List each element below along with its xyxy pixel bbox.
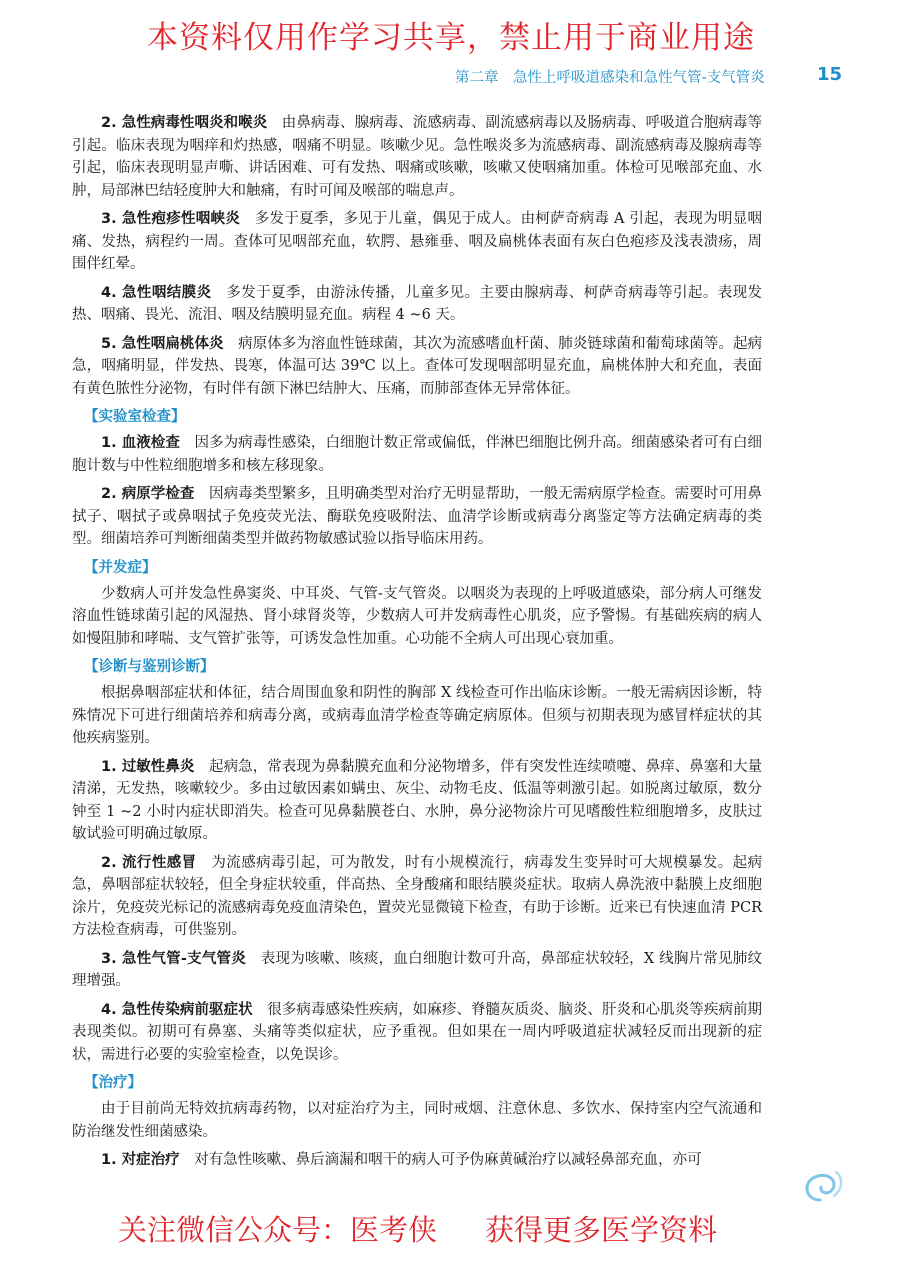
watermark-bottom [118,1208,717,1249]
paragraph [72,112,762,202]
paragraph-term: 2. 流行性感冒 [101,854,197,871]
page-body [72,112,762,1178]
paragraph [72,999,762,1067]
paragraph [72,282,762,327]
paragraph [72,1149,762,1172]
paragraph-term: 2. 急性病毒性咽炎和喉炎 [101,115,268,131]
watermark-top: 本资料仅用作学习共享，禁止用于商业用途 [147,20,755,56]
paragraph-text: 多发于夏季，多见于儿童，偶见于成人。由柯萨奇病毒 A 引起，表现为明显咽痛、发热，病程约一周。查体可见咽部充血，软腭、悬雍垂、咽及扁桃体表面有灰白色疱疹及浅表溃疡，周围伴红晕。 [72,211,762,272]
paragraph-term: 1. 血液检查 [101,435,180,451]
paragraph-term: 2. 病原学检查 [101,486,195,502]
paragraph [72,756,762,846]
paragraph-text: 为流感病毒引起，可为散发，时有小规模流行，病毒发生变异时可大规模暴发。起病急，鼻咽部症状较轻，但全身症状较重，伴高热、全身酸痛和眼结膜炎症状。取病人鼻洗液中黏膜上皮细胞涂片，免疫荧光标记的流感病毒免疫血清染色，置荧光显微镜下检查，有助于诊断。近来已有快速血清 PCR 方法检查病毒，可供鉴别。 [72,854,763,938]
running-head: 第二章 急性上呼吸道感染和急性气管-支气管炎 [455,70,765,86]
paragraph [72,432,762,477]
paragraph-term: 3. 急性疱疹性咽峡炎 [101,211,241,227]
paragraph-text: 很多病毒感染性疾病，如麻疹、脊髓灰质炎、脑炎、肝炎和心肌炎等疾病前期表现类似。初期可有鼻塞、头痛等类似症状，应予重视。但如果在一周内呼吸道症状减轻反而出现新的症状，需进行必要的实验室检查，以免误诊。 [72,1001,763,1063]
paragraph-text: 起病急，常表现为鼻黏膜充血和分泌物增多，伴有突发性连续喷嚏、鼻痒、鼻塞和大量清涕，无发热，咳嗽较少。多由过敏因素如螨虫、灰尘、动物毛皮、低温等刺激引起。如脱离过敏原，数分钟至 1 ~2 小时内症状即消失。检查可见鼻黏膜苍白、水肿，鼻分泌物涂片可见嗜酸性粒细胞增多，皮肤过敏试验可明确过敏原。 [72,758,762,842]
paragraph [72,208,762,276]
paragraph-text: 由鼻病毒、腺病毒、流感病毒、副流感病毒以及肠病毒、呼吸道合胞病毒等引起。临床表现为咽痒和灼热感，咽痛不明显。咳嗽少见。急性喉炎多为流感病毒、副流感病毒及腺病毒等引起，临床表现明显声嘶、讲话困难、可有发热、咽痛或咳嗽，咳嗽又使咽痛加重。体检可见喉部充血、水肿，局部淋巴结轻度肿大和触痛，有时可闻及喉部的喘息声。 [72,115,762,199]
paragraph [72,333,762,401]
paragraph-text: 表现为咳嗽、咳痰，血白细胞计数可升高，鼻部症状较轻，X 线胸片常见肺纹理增强。 [72,950,763,989]
watermark-bottom-right: 获得更多医学资料 [485,1213,718,1247]
paragraph [72,483,762,551]
page-number: 15 [816,64,842,85]
paragraph-text: 病原体多为溶血性链球菌，其次为流感嗜血杆菌、肺炎链球菌和葡萄球菌等。起病急，咽痛明显，伴发热、畏寒，体温可达 39℃ 以上。查体可发现咽部明显充血，扁桃体肿大和充血，表面有黄色脓性分泌物，有时伴有颌下淋巴结肿大、压痛，而肺部查体无异常体征。 [72,335,763,397]
paragraph-text: 对有急性咳嗽、鼻后滴漏和咽干的病人可予伪麻黄碱治疗以减轻鼻部充血，亦可 [194,1152,702,1168]
paragraph-term: 1. 对症治疗 [101,1152,180,1168]
paragraph-term: 5. 急性咽扁桃体炎 [101,335,224,352]
section-heading-lab: 【实验室检查】 [84,409,186,425]
paragraph-term: 1. 过敏性鼻炎 [101,758,195,775]
section-heading-treatment: 【治疗】 [84,1075,142,1091]
paragraph [72,948,762,993]
paragraph-term: 4. 急性咽结膜炎 [101,284,212,301]
paragraph: 少数病人可并发急性鼻窦炎、中耳炎、气管-支气管炎。以咽炎为表现的上呼吸道感染，部分病人可继发溶血性链球菌引起的风湿热、肾小球肾炎等，少数病人可并发病毒性心肌炎，应予警惕。有基础疾病的病人如慢阻肺和哮喘、支气管扩张等，可诱发急性加重。心功能不全病人可出现心衰加重。 [72,585,762,647]
section-heading-diagnosis: 【诊断与鉴别诊断】 [84,659,215,675]
paragraph-term: 4. 急性传染病前驱症状 [101,1001,253,1018]
paragraph-term: 3. 急性气管-支气管炎 [101,950,247,967]
paragraph-text: 因多为病毒性感染，白细胞计数正常或偏低，伴淋巴细胞比例升高。细菌感染者可有白细胞计数与中性粒细胞增多和核左移现象。 [72,435,763,474]
watermark-bottom-left: 关注微信公众号：医考侠 [118,1213,438,1247]
section-heading-complications: 【并发症】 [84,559,157,576]
swirl-logo-icon [790,1166,850,1206]
paragraph [72,852,762,942]
paragraph-text: 因病毒类型繁多，且明确类型对治疗无明显帮助，一般无需病原学检查。需要时可用鼻拭子、咽拭子或鼻咽拭子免疫荧光法、酶联免疫吸附法、血清学诊断或病毒分离鉴定等方法确定病毒的类型。细菌培养可判断细菌类型并做药物敏感试验以指导临床用药。 [72,486,762,547]
paragraph-text: 多发于夏季，由游泳传播，儿童多见。主要由腺病毒、柯萨奇病毒等引起。表现发热、咽痛、畏光、流泪、咽及结膜明显充血。病程 4 ~6 天。 [72,284,763,323]
paragraph: 根据鼻咽部症状和体征，结合周围血象和阴性的胸部 X 线检查可作出临床诊断。一般无需病因诊断，特殊情况下可进行细菌培养和病毒分离，或病毒血清学检查等确定病原体。但须与初期表现为感冒样症状的其他疾病鉴别。 [72,685,762,746]
paragraph: 由于目前尚无特效抗病毒药物，以对症治疗为主，同时戒烟、注意休息、多饮水、保持室内空气流通和防治继发性细菌感染。 [72,1101,762,1140]
